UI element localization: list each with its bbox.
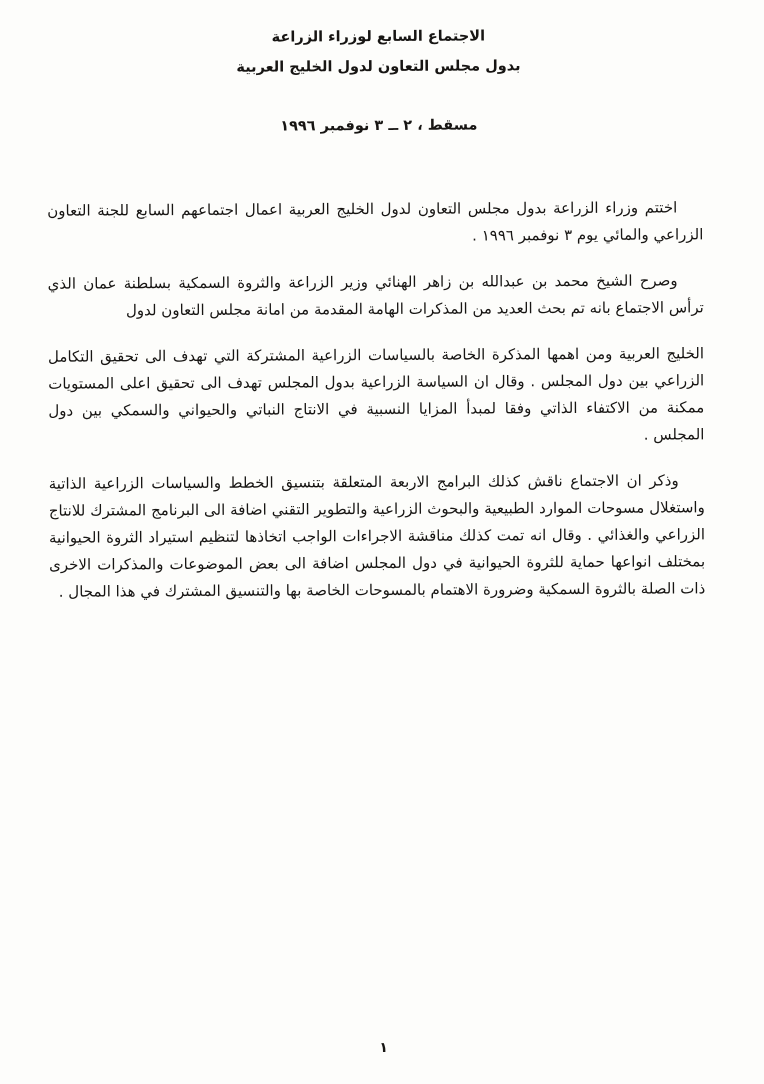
document-date-line: مسقط ، ٢ ــ ٣ نوفمبر ١٩٩٦ <box>281 117 479 135</box>
document-title-line-1: الاجتماع السابع لوزراء الزراعة <box>272 28 487 46</box>
document-body <box>48 194 706 605</box>
document-title-line-2: بدول مجلس التعاون لدول الخليج العربية <box>237 58 522 76</box>
document-header <box>0 0 762 84</box>
paragraph-4: وذكر ان الاجتماع ناقش كذلك البرامج الاربعة المتعلقة بتنسيق الخطط والسياسات الزراعية الذاتية واستغلال مسوحات الموارد الطبيعية والبحوث الزراعية والتطوير التقني اضافة الى البرنامج المشترك للانتاج الزراعي والغذائي . وقال انه تمت كذلك مناقشة الاجراءات الواجب اتخاذها لتنظيم استيراد الثروة الحيوانية بمختلف انواعها حماية للثروة الحيوانية في دول المجلس اضافة الى بعض الموضوعات والمذكرات الاخرى ذات الصلة بالثروة السمكية وضرورة الاهتمام بالمسوحات الخاصة بها والتنسيق المشترك في هذا المجال . <box>49 471 707 601</box>
paragraph-1: اختتم وزراء الزراعة بدول مجلس التعاون لدول الخليج العربية اعمال اجتماعهم السابع للجنة التعاون الزراعي والمائي يوم ٣ نوفمبر ١٩٩٦ . <box>48 198 705 245</box>
page-number: ١ <box>380 1039 389 1057</box>
paragraph-3: الخليج العربية ومن اهمها المذكرة الخاصة بالسياسات الزراعية المشتركة التي تهدف الى تحقيق التكامل الزراعي بين دول المجلس . وقال ان السياسة الزراعية بدول المجلس تهدف الى تحقيق اعلى المستويات ممكنة من الاكتفاء الذاتي وفقا لمبدأ المزايا النسبية في الانتاج النباتي والحيواني والسمكي بين دول المجلس . <box>48 344 706 444</box>
paragraph-2: وصرح الشيخ محمد بن عبدالله بن زاهر الهنائي وزير الزراعة والثروة السمكية بسلطنة عمان الذي ترأس الاجتماع بانه تم بحث العديد من المذكرات الهامة المقدمة من امانة مجلس التعاون لدول <box>48 271 705 320</box>
